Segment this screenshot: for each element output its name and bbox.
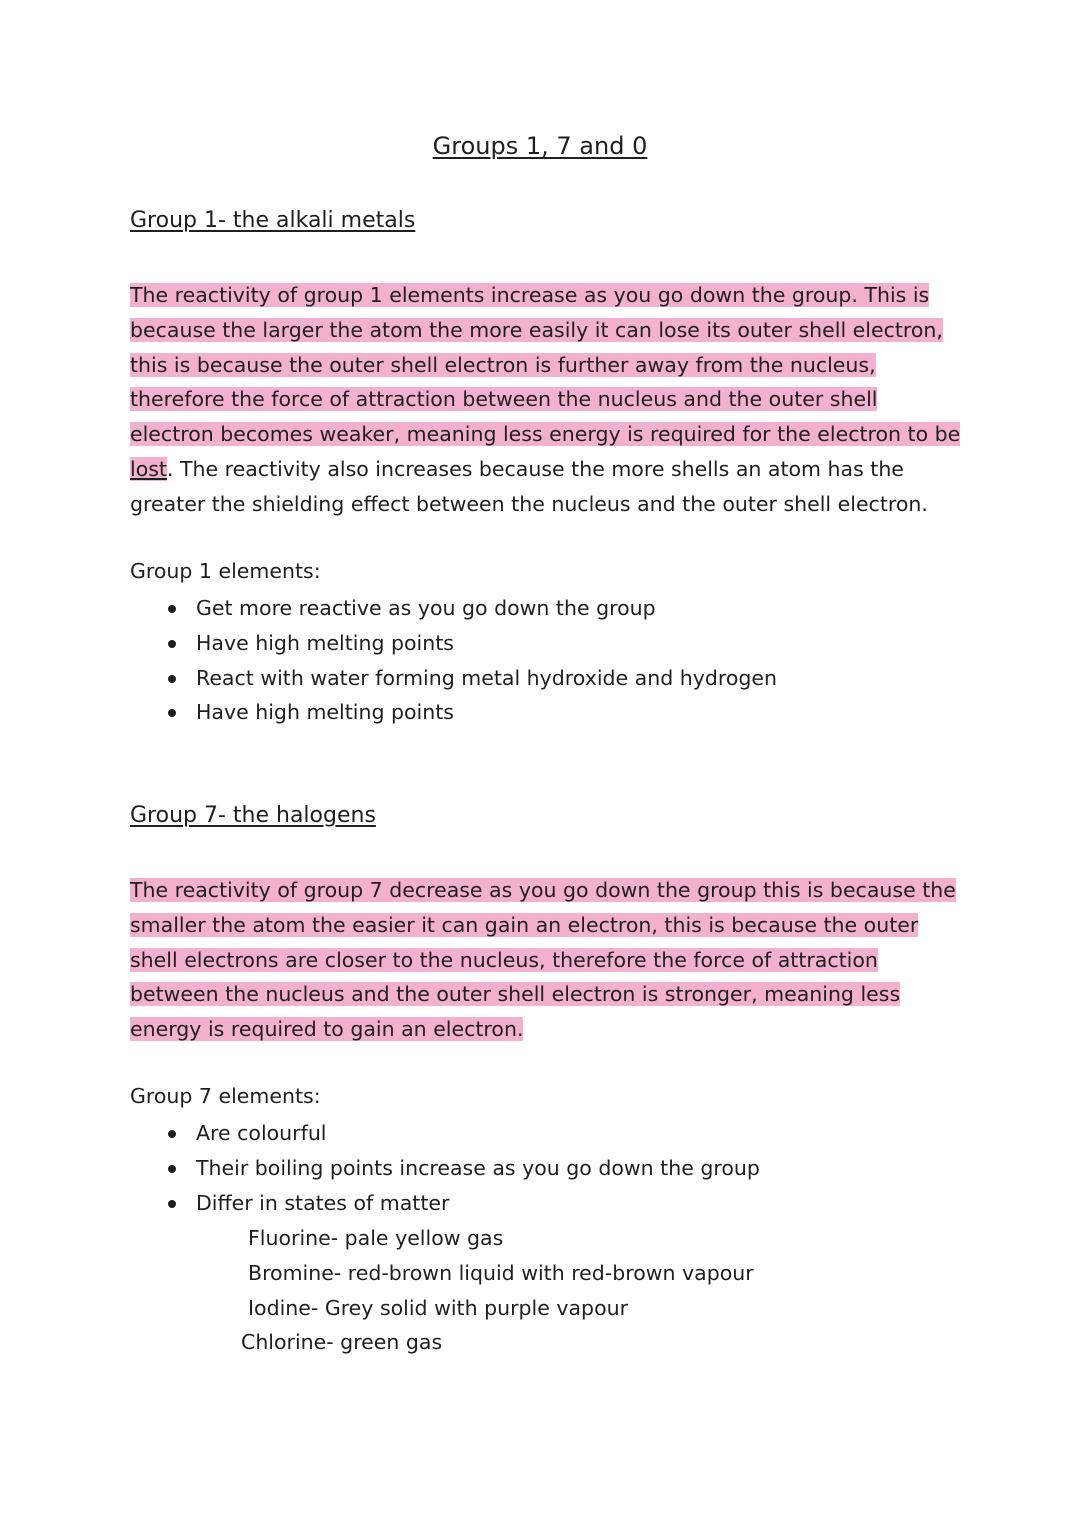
state-fluorine: Fluorine- pale yellow gas	[248, 1226, 504, 1250]
list-item: Have high melting points	[130, 695, 777, 730]
state-bromine: Bromine- red-brown liquid with red-brown vapour	[248, 1260, 754, 1285]
list-item: Are colourful	[130, 1116, 760, 1151]
group1-line-5: electron becomes weaker, meaning less energy is required for the electron to be	[130, 422, 961, 447]
group7-paragraph	[130, 873, 960, 1047]
group7-list-title: Group 7 elements:	[130, 1084, 321, 1108]
group1-line-4: therefore the force of attraction between the nucleus and the outer shell	[130, 387, 878, 412]
group1-line-3: this is because the outer shell electron is further away from the nucleus,	[130, 352, 876, 377]
group7-line-2: smaller the atom the easier it can gain an electron, this is because the outer	[130, 912, 919, 937]
state-chlorine: Chlorine- green gas	[241, 1330, 443, 1355]
group1-list-title: Group 1 elements:	[130, 559, 321, 583]
group1-line-7: greater the shielding effect between the nucleus and the outer shell electron.	[130, 491, 928, 516]
group7-states-list	[241, 1221, 754, 1360]
group1-line-6-highlight: lost	[130, 456, 167, 481]
list-item: Their boiling points increase as you go down the group	[130, 1151, 760, 1186]
group1-heading: Group 1- the alkali metals	[130, 208, 416, 233]
group1-paragraph	[130, 278, 960, 522]
page-title: Groups 1, 7 and 0	[432, 132, 648, 160]
group7-line-3: shell electrons are closer to the nucleus, therefore the force of attraction	[130, 947, 878, 972]
group1-line-6-rest: . The reactivity also increases because the more shells an atom has the	[166, 456, 904, 481]
group1-bullet-list	[130, 591, 777, 730]
group1-line-1: The reactivity of group 1 elements increase as you go down the group. This is	[130, 283, 930, 307]
list-item: React with water forming metal hydroxide and hydrogen	[130, 661, 777, 696]
list-item: Have high melting points	[130, 626, 777, 661]
list-item: Get more reactive as you go down the group	[130, 591, 777, 626]
group7-heading: Group 7- the halogens	[130, 803, 376, 828]
group7-bullet-list	[130, 1116, 760, 1220]
group7-line-1: The reactivity of group 7 decrease as you go down the group this is because the	[130, 878, 956, 902]
group7-line-4: between the nucleus and the outer shell electron is stronger, meaning less	[130, 982, 901, 1007]
group7-line-5: energy is required to gain an electron.	[130, 1017, 524, 1042]
state-iodine: Iodine- Grey solid with purple vapour	[248, 1295, 629, 1320]
group1-line-2: because the larger the atom the more easily it can lose its outer shell electron,	[130, 317, 943, 342]
list-item: Differ in states of matter	[130, 1186, 760, 1221]
